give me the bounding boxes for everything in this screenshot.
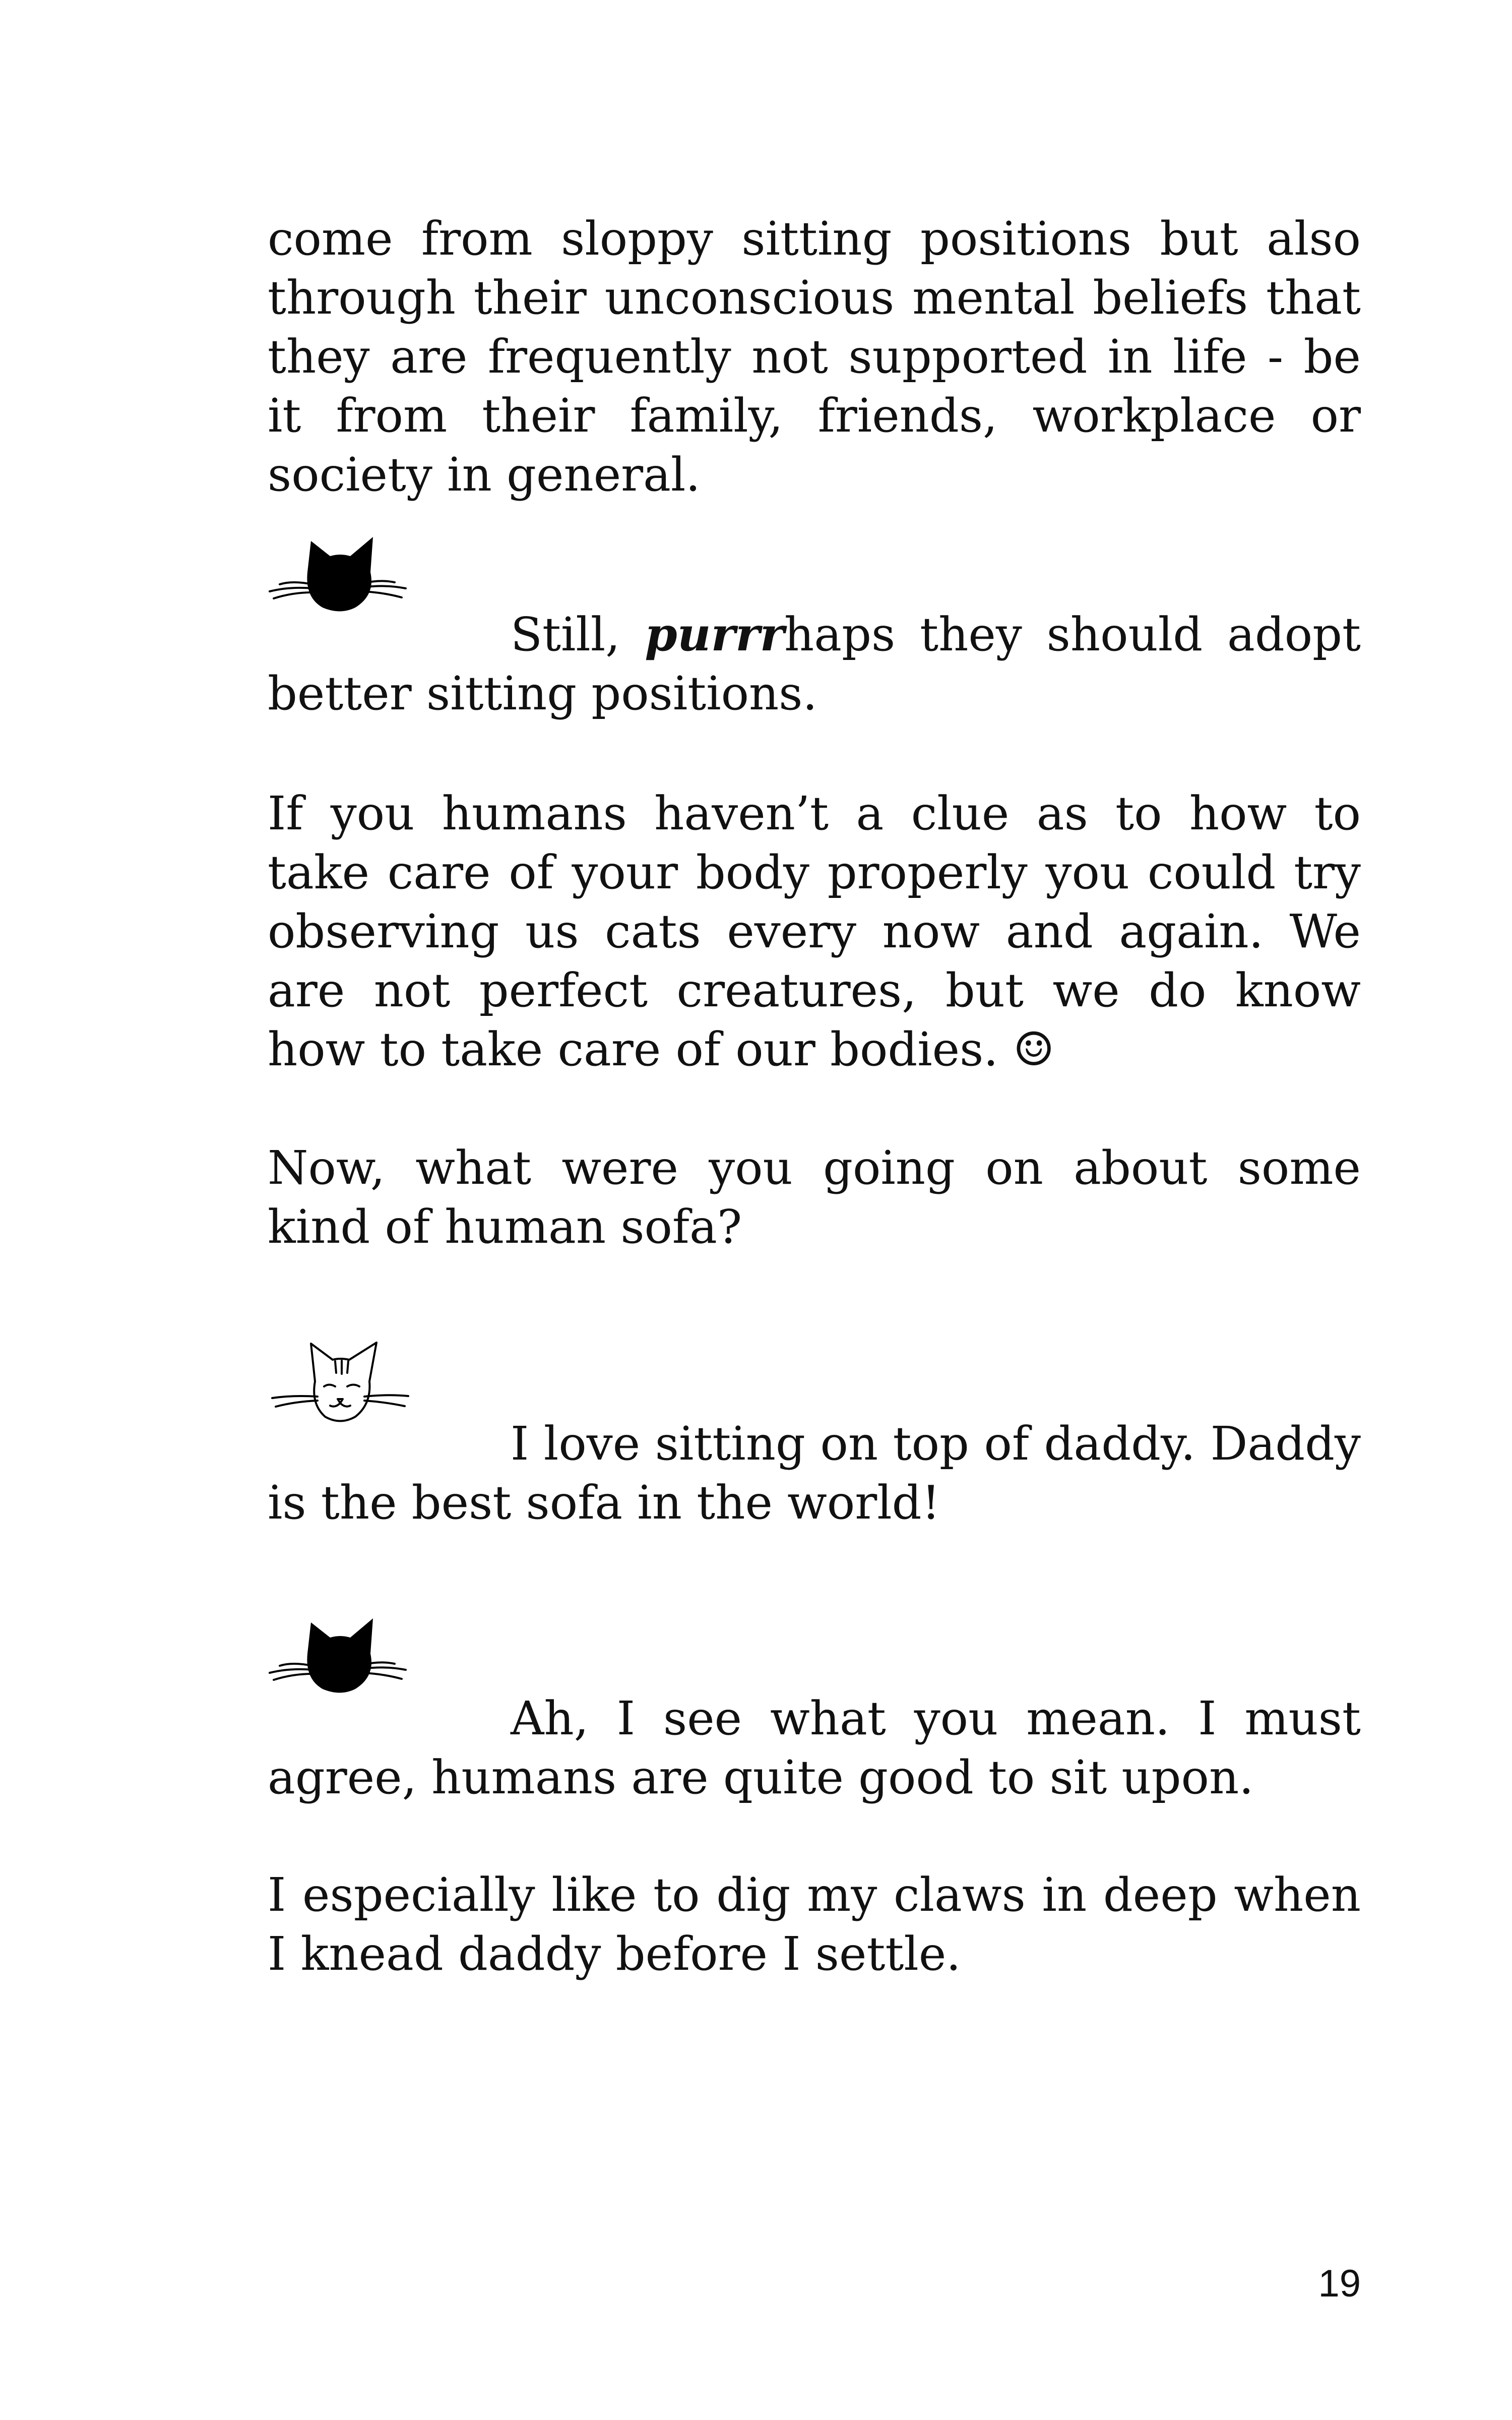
paragraph-purrrhaps-suffix: haps they should adopt better sitting positions. [268, 608, 1361, 720]
paragraph-human-sofa-question: Now, what were you going on about some kind of human sofa? [268, 1141, 1361, 1254]
paragraph-daddy-sofa-text: I love sitting on top of daddy. Daddy is the best sofa in the world! [268, 1417, 1361, 1530]
paragraph-knead-daddy: I especially like to dig my claws in deep when I knead daddy before I settle. [268, 1868, 1361, 1981]
paragraph-humans-sit-upon [268, 1689, 1361, 1807]
purrr-emphasis: purrr [645, 607, 785, 661]
paragraph-purrrhaps-prefix: Still, [511, 608, 645, 661]
paragraph-observe-cats: If you humans haven’t a clue as to how to take care of your body properly you could try observing us cats every now and again. We are not perfect creatures, but we do know how to take care of our bodies. ☺ [268, 786, 1361, 1076]
paragraph-daddy-sofa [268, 1414, 1361, 1532]
paragraph-sitting-beliefs: come from sloppy sitting positions but also through their unconscious mental beliefs that they are frequently not supported in life - be it from their family, friends, workplace or society in general. [268, 212, 1361, 502]
page-number: 19 [1318, 2262, 1361, 2305]
paragraph-purrrhaps [268, 605, 1361, 723]
paragraph-humans-sit-upon-text: Ah, I see what you mean. I must agree, humans are quite good to sit upon. [268, 1691, 1361, 1804]
